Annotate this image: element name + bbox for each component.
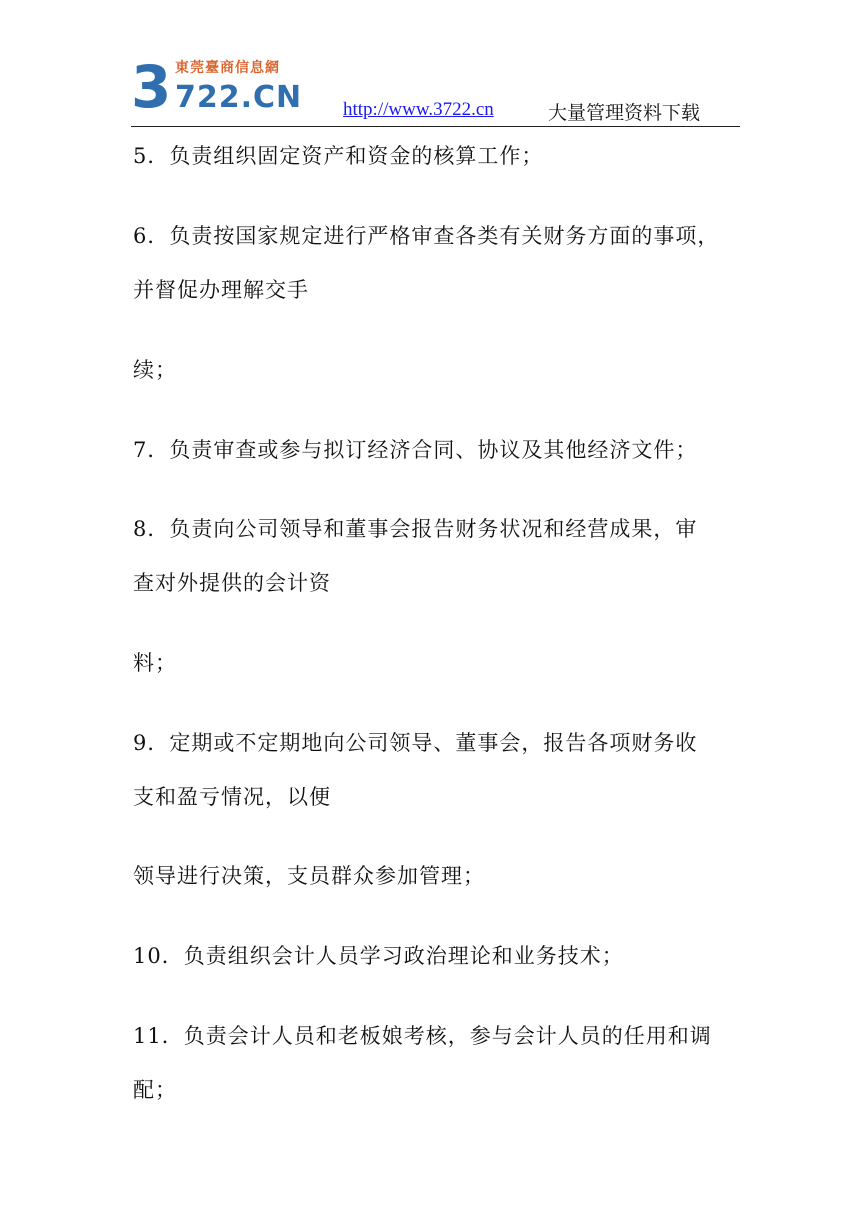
logo-domain-text: 722.CN <box>175 80 303 115</box>
logo-chinese-name: 東莞臺商信息網 <box>175 60 280 76</box>
text-line: 11．负责会计人员和老板娘考核，参与会计人员的任用和调 <box>133 1024 712 1048</box>
text-line: 并督促办理解交手 <box>133 278 309 302</box>
site-logo <box>131 53 311 122</box>
text-line: 支和盈亏情况，以便 <box>133 785 331 809</box>
text-line: 10．负责组织会计人员学习政治理论和业务技术； <box>133 944 624 968</box>
text-line: 料； <box>133 651 177 675</box>
text-line: 8．负责向公司领导和董事会报告财务状况和经营成果，审 <box>133 517 698 541</box>
text-line: 领导进行决策，支员群众参加管理； <box>133 864 485 888</box>
text-line: 5．负责组织固定资产和资金的核算工作； <box>133 144 544 168</box>
text-line: 查对外提供的会计资 <box>133 571 331 595</box>
text-line: 9．定期或不定期地向公司领导、董事会，报告各项财务收 <box>133 731 698 755</box>
logo-digit: 3 <box>131 53 170 121</box>
site-link[interactable]: http://www.3722.cn <box>343 99 494 120</box>
header-tagline: 大量管理资料下载 <box>548 102 701 124</box>
text-line: 配； <box>133 1078 177 1102</box>
text-line: 7．负责审查或参与拟订经济合同、协议及其他经济文件； <box>133 438 698 462</box>
text-line: 6．负责按国家规定进行严格审查各类有关财务方面的事项， <box>133 224 720 248</box>
text-line: 续； <box>133 358 177 382</box>
page-header <box>131 53 740 127</box>
